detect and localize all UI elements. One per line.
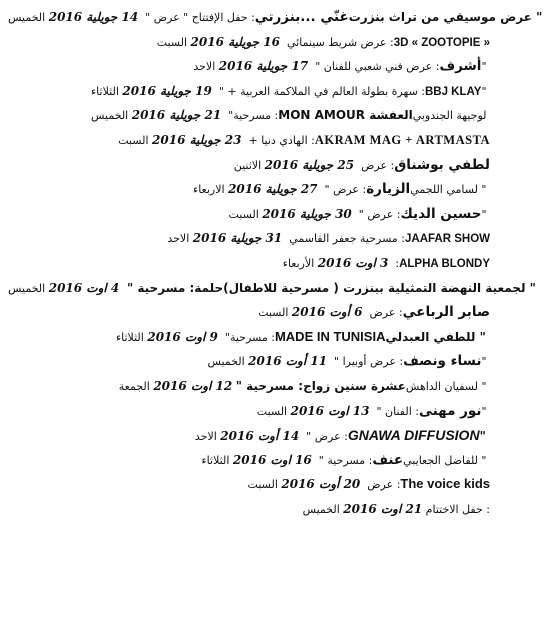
day-name: الاحد xyxy=(193,60,216,74)
event-text: : عرض فني شعبي للفنان " xyxy=(311,60,440,74)
event-highlight: حسين الديك xyxy=(400,205,482,222)
event-text: : عرض شريط سينمائي xyxy=(283,35,394,49)
schedule-line xyxy=(8,5,547,30)
event-date: 16 جويلية 2016 xyxy=(190,34,280,49)
event-tail: " عرض موسيقي من تراث بنزرت xyxy=(348,10,547,24)
event-date: 14 جويلية 2016 xyxy=(48,10,139,24)
event-tail: " xyxy=(479,429,490,444)
event-highlight: JAAFAR SHOW xyxy=(405,233,490,246)
event-date: 6 أوت 2016 xyxy=(291,305,363,320)
event-date: 4 اوت 2016 xyxy=(48,280,120,295)
event-text: : مسرحية جعفر القاسمي xyxy=(285,232,406,246)
day-name: الخميس xyxy=(207,355,245,369)
event-highlight: لطفي بوشناق xyxy=(394,156,490,173)
event-highlight: عشرة سنين زواج xyxy=(303,378,406,393)
schedule-line xyxy=(8,54,490,79)
event-tail: لوجيهة الجندوبي xyxy=(412,109,490,123)
event-highlight: أشرف xyxy=(439,58,482,75)
event-date: 11 أوت 2016 xyxy=(248,354,328,369)
event-date: 17 جويلية 2016 xyxy=(218,59,309,74)
event-text: : حفل الاختتام xyxy=(425,502,490,516)
schedule-line xyxy=(8,79,490,104)
event-highlight: غنّي ...بنزرتي xyxy=(254,9,349,25)
day-name: الأربعاء xyxy=(282,256,315,270)
event-text: : حفل الإفتتاح " عرض " xyxy=(141,11,255,24)
day-name: الثلاثاء xyxy=(91,84,119,98)
event-text: : عرض xyxy=(365,306,403,320)
event-text: : مسرحية " xyxy=(315,453,373,467)
event-date: 14 أوت 2016 xyxy=(220,429,300,444)
schedule-line xyxy=(8,374,490,399)
event-date: 30 جويلية 2016 xyxy=(262,206,352,221)
event-text: : xyxy=(391,256,400,270)
event-date: 3 اوت 2016 xyxy=(317,255,389,270)
day-name: الاحد xyxy=(167,232,190,246)
event-date: 12 اوت 2016 xyxy=(153,378,233,393)
day-name: الخميس xyxy=(8,281,46,295)
event-highlight: صابر الرباعي xyxy=(402,304,490,321)
event-tail: " xyxy=(481,355,490,369)
event-date: 9 اوت 2016 xyxy=(147,329,218,344)
event-highlight: نساء ونصف xyxy=(403,353,482,370)
schedule-line xyxy=(8,399,490,424)
event-text: : عرض xyxy=(363,478,401,492)
day-name: الثلاثاء xyxy=(115,330,144,344)
event-highlight: 3D « ZOOTOPIE » xyxy=(393,36,490,49)
event-tail: " xyxy=(481,404,490,418)
event-date: 20 أوت 2016 xyxy=(281,477,361,492)
day-name: السبت xyxy=(258,306,289,320)
schedule-line xyxy=(8,202,490,227)
event-highlight: MADE IN TUNISIA xyxy=(274,328,386,344)
event-highlight: حلمة xyxy=(194,280,224,295)
event-tail: " لجمعية النهضة التمثيلية ببنزرت ( مسرحية للاطفال) xyxy=(223,280,541,295)
event-text: : الهادي دنيا + xyxy=(244,133,315,147)
day-name: الخميس xyxy=(91,109,129,123)
day-name: الاربعاء xyxy=(193,183,225,197)
event-tail: " للطفي العبدلي xyxy=(385,329,490,344)
schedule-line xyxy=(8,153,490,178)
event-tail: " xyxy=(481,84,490,98)
event-text: : مسرحية " xyxy=(122,280,195,295)
event-text: : عرض " xyxy=(302,430,348,444)
schedule-line xyxy=(8,276,541,301)
event-date: 27 جويلية 2016 xyxy=(228,182,318,197)
day-name: الجمعة xyxy=(118,379,150,393)
event-date: 13 اوت 2016 xyxy=(290,403,370,418)
event-highlight: الزيارة xyxy=(366,181,411,198)
event-text: : عرض أوبيرا " xyxy=(330,355,404,369)
event-text: : مسرحية" xyxy=(224,109,279,123)
day-name: الخميس xyxy=(302,502,340,516)
event-text: : مسرحية" xyxy=(221,330,275,344)
schedule-line xyxy=(8,30,490,55)
schedule-line xyxy=(8,177,490,202)
schedule-line xyxy=(8,423,490,448)
event-date: 31 جويلية 2016 xyxy=(192,231,283,246)
event-highlight: AKRAM MAG + ARTMASTA xyxy=(314,132,490,147)
schedule-line xyxy=(8,128,490,153)
event-date: 21 جويلية 2016 xyxy=(131,108,222,123)
event-text: : عرض " xyxy=(321,183,367,197)
day-name: الاحد xyxy=(194,430,217,444)
schedule-line xyxy=(8,300,490,325)
event-date: 19 جويلية 2016 xyxy=(122,83,212,98)
schedule-line xyxy=(8,251,490,276)
event-highlight: عنف xyxy=(372,451,404,468)
event-text: : عرض " xyxy=(355,207,401,221)
event-tail: " للفاضل الجعايبي xyxy=(403,453,490,467)
event-highlight: The voice kids xyxy=(400,476,490,492)
event-text: : عرض xyxy=(357,158,395,172)
event-highlight: BBJ KLAY xyxy=(424,85,482,98)
event-date: 21 اوت 2016 xyxy=(343,501,423,516)
event-tail: " xyxy=(481,207,490,221)
day-name: الخميس xyxy=(8,11,46,24)
event-highlight: العفشة MON AMOUR xyxy=(278,108,413,123)
day-name: الثلاثاء xyxy=(201,453,230,467)
event-tail: " لسامي اللجمي xyxy=(410,183,490,197)
day-name: السبت xyxy=(156,35,188,49)
schedule-line xyxy=(8,448,490,473)
schedule-line xyxy=(8,472,490,497)
day-name: السبت xyxy=(118,133,149,147)
day-name: السبت xyxy=(247,478,278,492)
schedule-line xyxy=(8,497,490,522)
event-text: : مسرحية " xyxy=(235,378,304,393)
event-text: : الفنان " xyxy=(373,404,419,418)
event-date: 16 اوت 2016 xyxy=(232,452,312,467)
day-name: الاثنين xyxy=(233,158,262,172)
schedule-line xyxy=(8,325,490,350)
day-name: السبت xyxy=(256,404,288,418)
schedule-line xyxy=(8,103,490,128)
schedule-line xyxy=(8,349,490,374)
event-text: : سهرة بطولة العالم في الملاكمة العربية + " xyxy=(215,84,425,98)
event-highlight: ALPHA BLONDY xyxy=(399,257,490,270)
event-tail: " xyxy=(481,60,490,74)
day-name: السبت xyxy=(228,207,259,221)
event-date: 23 جويلية 2016 xyxy=(152,132,242,147)
event-tail: " لسفيان الداهش xyxy=(405,379,490,393)
schedule-line xyxy=(8,226,490,251)
event-date: 25 جويلية 2016 xyxy=(264,157,355,172)
event-highlight: GNAWA DIFFUSION xyxy=(347,427,480,444)
event-highlight: نور مهنى xyxy=(418,402,482,419)
